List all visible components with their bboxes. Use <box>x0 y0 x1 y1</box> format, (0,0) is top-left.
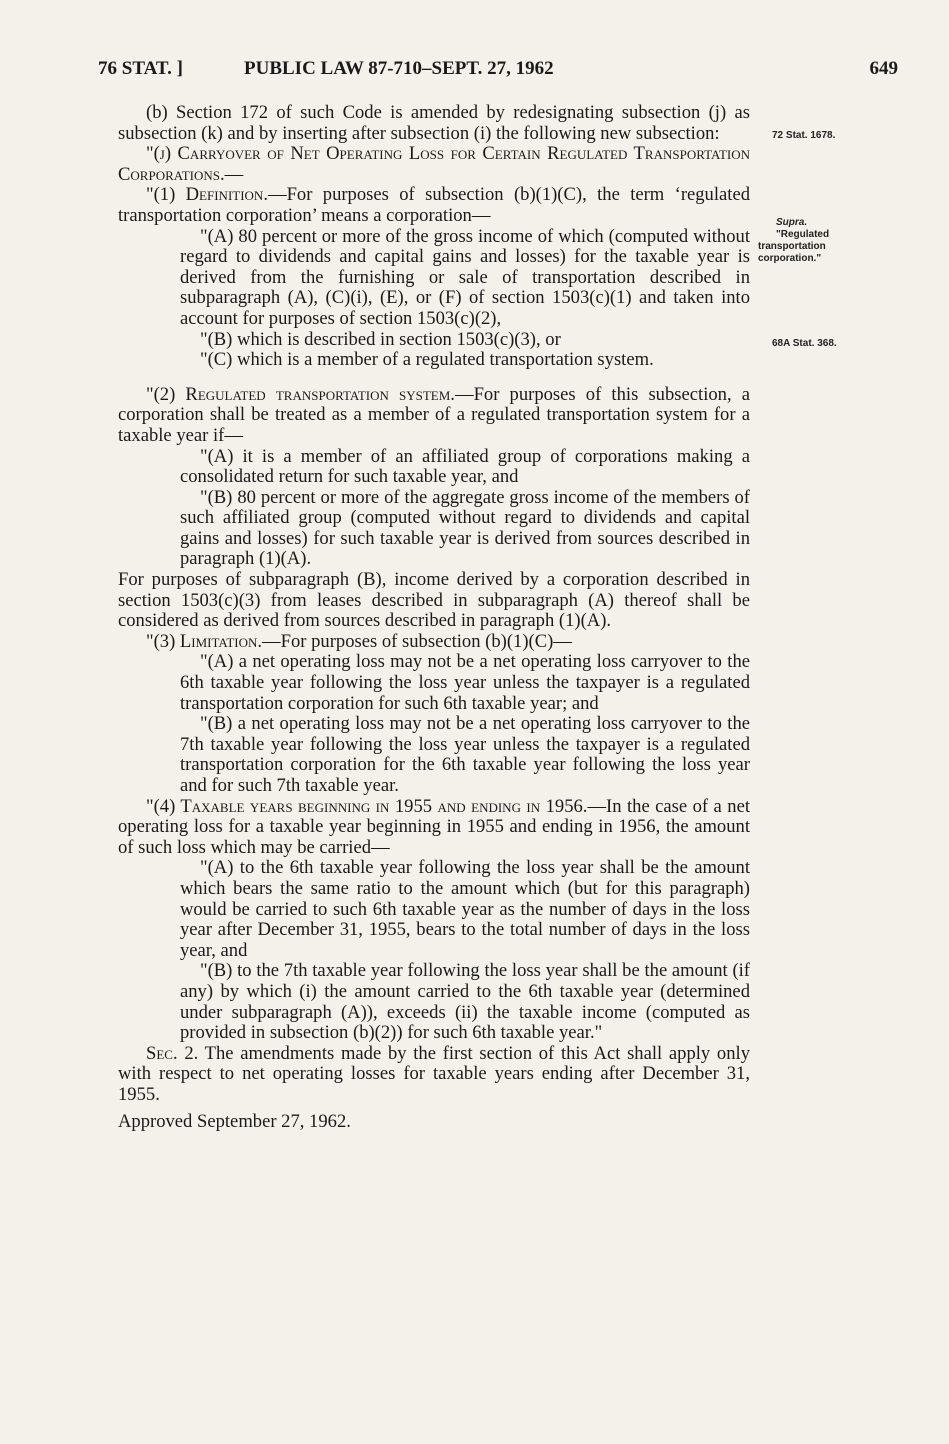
paragraph-1-heading: "(1) Definition. <box>146 184 268 206</box>
paragraph-4-A: "(A) to the 6th taxable year following the loss year shall be the amount which bears the same ratio to the amount which (but for this paragraph) would be carried to such 6th taxable year as the number of days in the loss year after December 31, 1955, bears to the total number of days in the loss year, and <box>180 857 750 961</box>
paragraph-1 <box>118 185 750 226</box>
law-title: PUBLIC LAW 87-710–SEPT. 27, 1962 <box>244 58 554 79</box>
paragraph-4-text: —In the case of a net operating loss for a taxable year beginning in 1955 and ending in 1956, the amount of such loss which may be carried— <box>118 795 750 858</box>
paragraph-4-B: "(B) to the 7th taxable year following the loss year shall be the amount (if any) by which (i) the amount carried to the 6th taxable year (determined under subparagraph (A)), exceeds (ii) the taxable income (computed as provided in subsection (b)(2)) for such 6th taxable year." <box>180 960 750 1044</box>
stat-reference: 76 STAT. ] <box>98 58 183 79</box>
paragraph-2-heading: "(2) Regulated transportation system. <box>146 383 455 405</box>
approval-date: Approved September 27, 1962. <box>118 1110 351 1132</box>
paragraph-4 <box>118 797 750 859</box>
subsection-j-heading-text: "(j) Carryover of Net Operating Loss for Certain Regulated Transportation Corporations.— <box>118 143 750 185</box>
paragraph-2-text: —For purposes of this subsection, a corporation shall be treated as a member of a regulated transportation system for a taxable year if— <box>118 383 750 446</box>
paragraph-2-B: "(B) 80 percent or more of the aggregate gross income of the members of such affiliated group (computed without regard to dividends and capital gains and losses) for such taxable year is derived from sources described in paragraph (1)(A). <box>180 486 750 570</box>
paragraph-b: (b) Section 172 of such Code is amended by redesignating subsection (j) as subsection (k) and by inserting after subsection (i) the following new subsection: <box>118 102 750 144</box>
subsection-j-heading <box>118 144 750 185</box>
margin-note-68a-stat: 68A Stat. 368. <box>772 338 837 349</box>
margin-note-regulated: "Regulated <box>776 229 830 240</box>
margin-note-supra-text: Supra. <box>776 217 808 228</box>
paragraph-3-heading: "(3) Limitation. <box>146 630 263 652</box>
document-body <box>118 103 750 1132</box>
page-number: 649 <box>869 58 898 79</box>
paragraph-2-A: "(A) it is a member of an affiliated group of corporations making a consolidated return for such taxable year, and <box>180 445 750 488</box>
margin-note-transportation: transportation <box>758 241 826 252</box>
paragraph-2 <box>118 385 750 447</box>
paragraph-3-text: —For purposes of subsection (b)(1)(C)— <box>262 630 572 652</box>
paragraph-4-heading: "(4) Taxable years beginning in 1955 and ending in 1956. <box>146 795 588 817</box>
page-header <box>98 58 898 84</box>
paragraph-3-B: "(B) a net operating loss may not be a net operating loss carryover to the 7th taxable year following the loss year unless the taxpayer is a regulated transportation corporation for the 6th taxable year following the loss year and for such 7th taxable year. <box>180 713 750 796</box>
paragraph-3 <box>118 632 750 653</box>
section-2-heading: Sec. 2. <box>146 1042 199 1064</box>
paragraph-1-B: "(B) which is described in section 1503(c)(3), or <box>200 328 561 350</box>
section-2 <box>118 1044 750 1106</box>
paragraph-3-A: "(A) a net operating loss may not be a net operating loss carryover to the 6th taxable year following the loss year unless the taxpayer is a regulated transportation corporation for such 6th taxable year; and <box>180 651 750 714</box>
margin-note-72-stat: 72 Stat. 1678. <box>772 130 836 141</box>
paragraph-1-A: "(A) 80 percent or more of the gross income of which (computed without regard to dividends and capital gains and losses) for the taxable year is derived from the furnishing or sale of transportation described in subparagraph (A), (C)(i), (E), or (F) of section 1503(c)(1) and taken into account for purposes of section 1503(c)(2), <box>180 225 750 329</box>
paragraph-1-text: —For purposes of subsection (b)(1)(C), the term ‘regulated transportation corporation’ means a corporation— <box>118 184 750 226</box>
section-2-text: The amendments made by the first section of this Act shall apply only with respect to net operating losses for taxable years ending after December 31, 1955. <box>118 1042 750 1105</box>
margin-note-supra <box>776 217 807 229</box>
margin-note-corporation: corporation." <box>758 253 822 264</box>
paragraph-2-flush: For purposes of subparagraph (B), income derived by a corporation described in section 1503(c)(3) from leases described in subparagraph (A) thereof shall be considered as derived from sources described in paragraph (1)(A). <box>118 569 750 632</box>
paragraph-1-C: "(C) which is a member of a regulated transportation system. <box>200 349 654 371</box>
